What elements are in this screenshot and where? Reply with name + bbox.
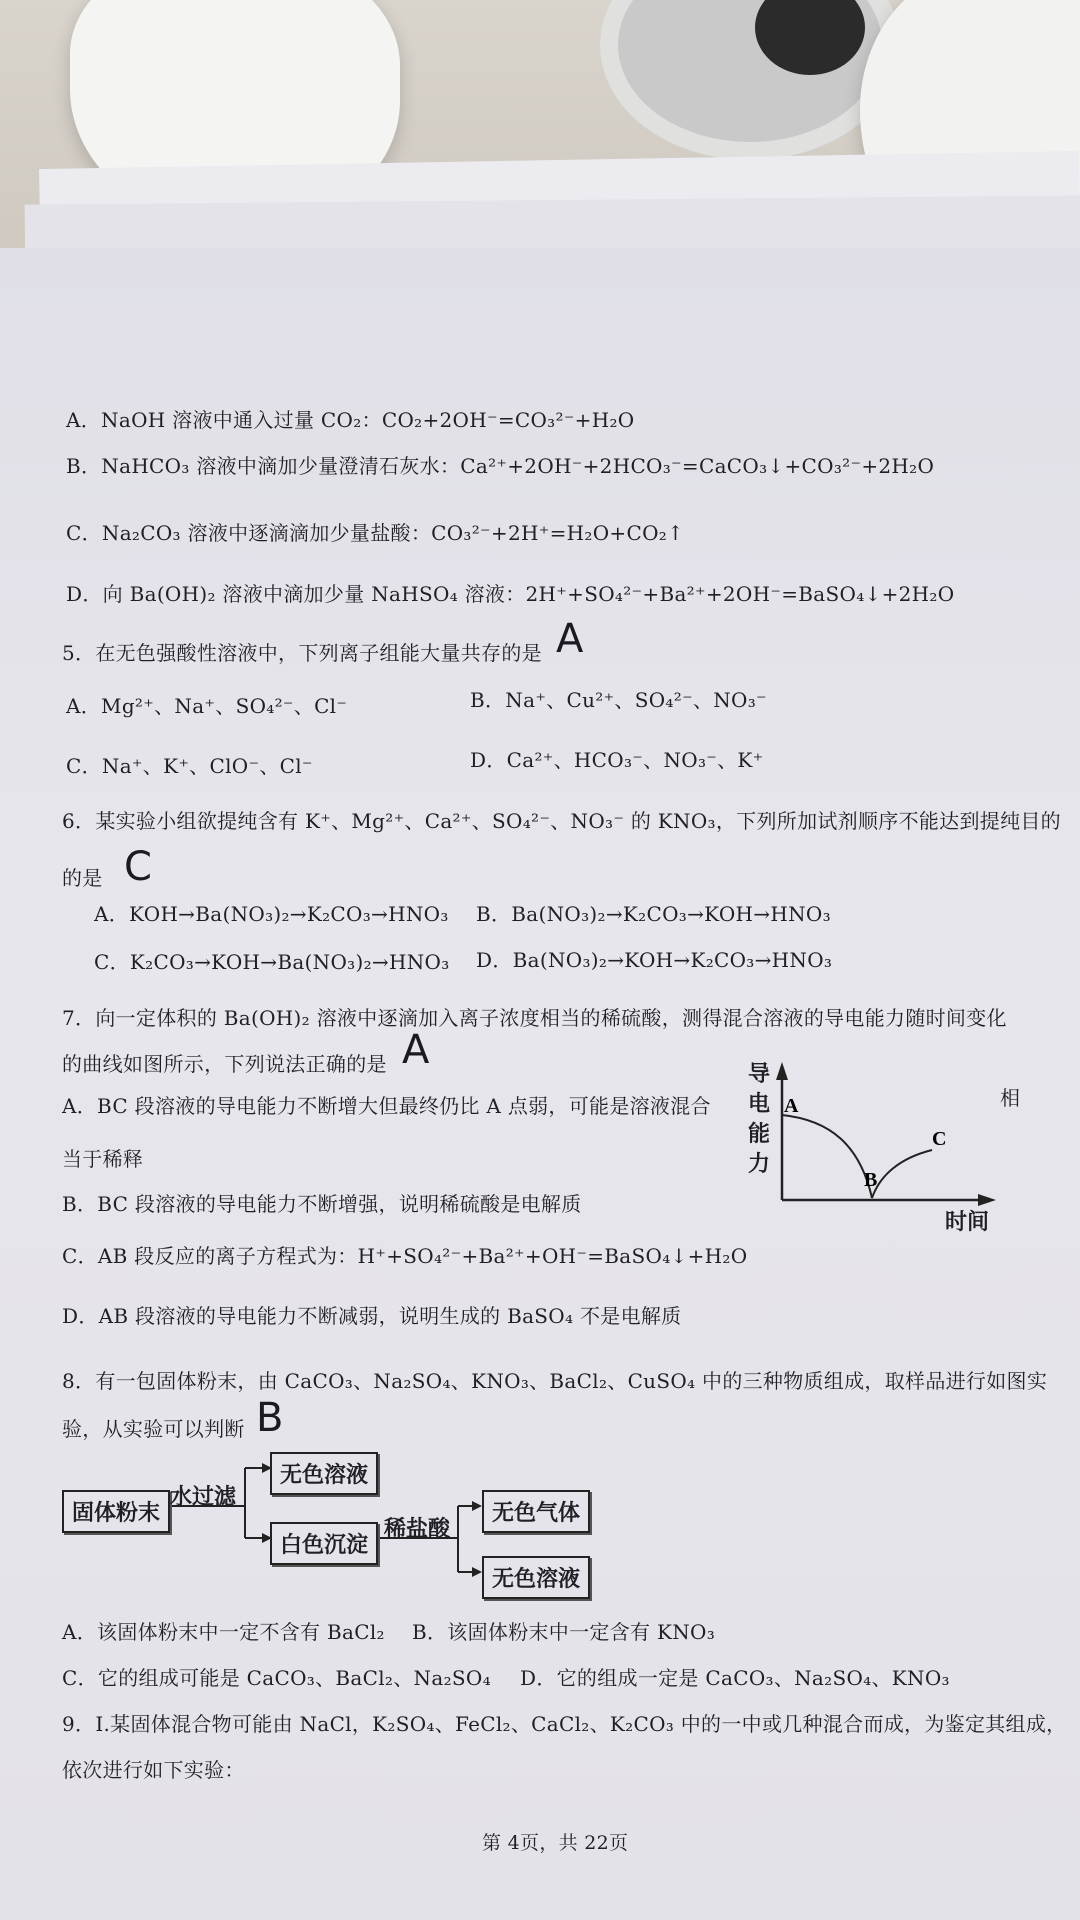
- q8-option-a: A．该固体粉末中一定不含有 BaCl₂: [62, 1620, 385, 1644]
- q7-y-axis-arrow: [776, 1062, 788, 1080]
- q7-curve-bc: [872, 1150, 932, 1198]
- flow-box-out1: 无色溶液: [270, 1452, 378, 1495]
- q7-option-a-line1: A．BC 段溶液的导电能力不断增大但最终仍比 A 点弱，可能是溶液混合: [62, 1094, 711, 1118]
- q7-chart-ylabel: 导电能力: [748, 1062, 771, 1177]
- q5-stem: 5．在无色强酸性溶液中，下列离子组能大量共存的是: [62, 641, 542, 665]
- q8-stem-line1: 8．有一包固体粉末，由 CaCO₃、Na₂SO₄、KNO₃、BaCl₂、CuSO₄ 中的三种物质组成，取样品进行如图实: [62, 1369, 1048, 1393]
- q6-handwritten-answer: C: [124, 844, 152, 890]
- q7-curve-ab: [782, 1115, 872, 1198]
- q7-option-c: C．AB 段反应的离子方程式为：H⁺+SO₄²⁻+Ba²⁺+OH⁻=BaSO₄↓+H₂O: [62, 1244, 748, 1268]
- q5-option-d: D．Ca²⁺、HCO₃⁻、NO₃⁻、K⁺: [470, 748, 764, 772]
- q8-handwritten-answer: B: [256, 1395, 284, 1441]
- q4-option-a: A．NaOH 溶液中通入过量 CO₂：CO₂+2OH⁻=CO₃²⁻+H₂O: [66, 408, 635, 432]
- q6-option-a: A．KOH→Ba(NO₃)₂→K₂CO₃→HNO₃: [94, 902, 449, 926]
- q8-option-b: B．该固体粉末中一定含有 KNO₃: [412, 1620, 716, 1644]
- flow-arrowhead-out4: [472, 1567, 482, 1577]
- page-footer: 第 4页，共 22页: [482, 1832, 629, 1854]
- q8-option-d: D．它的组成一定是 CaCO₃、Na₂SO₄、KNO₃: [520, 1666, 950, 1690]
- q8-option-c: C．它的组成可能是 CaCO₃、BaCl₂、Na₂SO₄: [62, 1666, 491, 1690]
- q9-stem-line1: 9．I.某固体混合物可能由 NaCl，K₂SO₄、FeCl₂、CaCl₂、K₂CO₃ 中的一中或几种混合而成，为鉴定其组成，: [62, 1712, 1067, 1736]
- flow-box-out2: 白色沉淀: [270, 1522, 378, 1565]
- q7-x-axis-arrow: [978, 1194, 996, 1206]
- q6-stem-line2: 的是: [62, 866, 103, 890]
- q6-option-d: D．Ba(NO₃)₂→KOH→K₂CO₃→HNO₃: [476, 948, 833, 972]
- q7-handwritten-answer: A: [402, 1027, 430, 1073]
- q7-option-a-tail: 相: [1000, 1086, 1021, 1110]
- q5-option-a: A．Mg²⁺、Na⁺、SO₄²⁻、Cl⁻: [66, 694, 348, 718]
- q9-stem-line2: 依次进行如下实验：: [62, 1758, 245, 1782]
- flow-label-step2: 稀盐酸: [384, 1517, 451, 1542]
- q7-point-a-label: A: [784, 1095, 799, 1117]
- q7-stem-line1: 7．向一定体积的 Ba(OH)₂ 溶液中逐滴加入离子浓度相当的稀硫酸，测得混合溶液的导电能力随时间变化: [62, 1006, 1007, 1030]
- q6-stem-line1: 6．某实验小组欲提纯含有 K⁺、Mg²⁺、Ca²⁺、SO₄²⁻、NO₃⁻ 的 KNO₃，下列所加试剂顺序不能达到提纯目的: [62, 809, 1061, 833]
- q6-option-c: C．K₂CO₃→KOH→Ba(NO₃)₂→HNO₃: [94, 950, 450, 974]
- q5-handwritten-answer: A: [556, 616, 584, 662]
- q6-option-b: B．Ba(NO₃)₂→K₂CO₃→KOH→HNO₃: [476, 902, 831, 926]
- q4-option-b: B．NaHCO₃ 溶液中滴加少量澄清石灰水：Ca²⁺+2OH⁻+2HCO₃⁻=CaCO₃↓+CO₃²⁻+2H₂O: [66, 454, 935, 478]
- q7-stem-line2: 的曲线如图所示，下列说法正确的是: [62, 1052, 387, 1076]
- flow-box-out4: 无色溶液: [482, 1556, 590, 1599]
- q7-option-b: B．BC 段溶液的导电能力不断增强，说明稀硫酸是电解质: [62, 1192, 582, 1216]
- q5-option-c: C．Na⁺、K⁺、ClO⁻、Cl⁻: [66, 754, 313, 778]
- q7-option-a-line2: 当于稀释: [62, 1147, 144, 1171]
- q8-stem-line2: 验，从实验可以判断: [62, 1417, 245, 1441]
- flow-box-start: 固体粉末: [62, 1490, 170, 1533]
- q7-point-b-label: B: [864, 1169, 878, 1191]
- flow-box-out3: 无色气体: [482, 1490, 590, 1533]
- q7-chart-xlabel: 时间: [945, 1210, 990, 1235]
- q7-point-c-label: C: [932, 1128, 947, 1150]
- q7-conductivity-diagram: [740, 1050, 1040, 1240]
- flow-arrowhead-out3: [472, 1501, 482, 1511]
- q7-option-d: D．AB 段溶液的导电能力不断减弱，说明生成的 BaSO₄ 不是电解质: [62, 1304, 682, 1328]
- q4-option-d: D．向 Ba(OH)₂ 溶液中滴加少量 NaHSO₄ 溶液：2H⁺+SO₄²⁻+Ba²⁺+2OH⁻=BaSO₄↓+2H₂O: [66, 582, 955, 606]
- q4-option-c: C．Na₂CO₃ 溶液中逐滴滴加少量盐酸：CO₃²⁻+2H⁺=H₂O+CO₂↑: [66, 521, 685, 545]
- q5-option-b: B．Na⁺、Cu²⁺、SO₄²⁻、NO₃⁻: [470, 688, 767, 712]
- flow-label-step1: 水过滤: [170, 1485, 237, 1510]
